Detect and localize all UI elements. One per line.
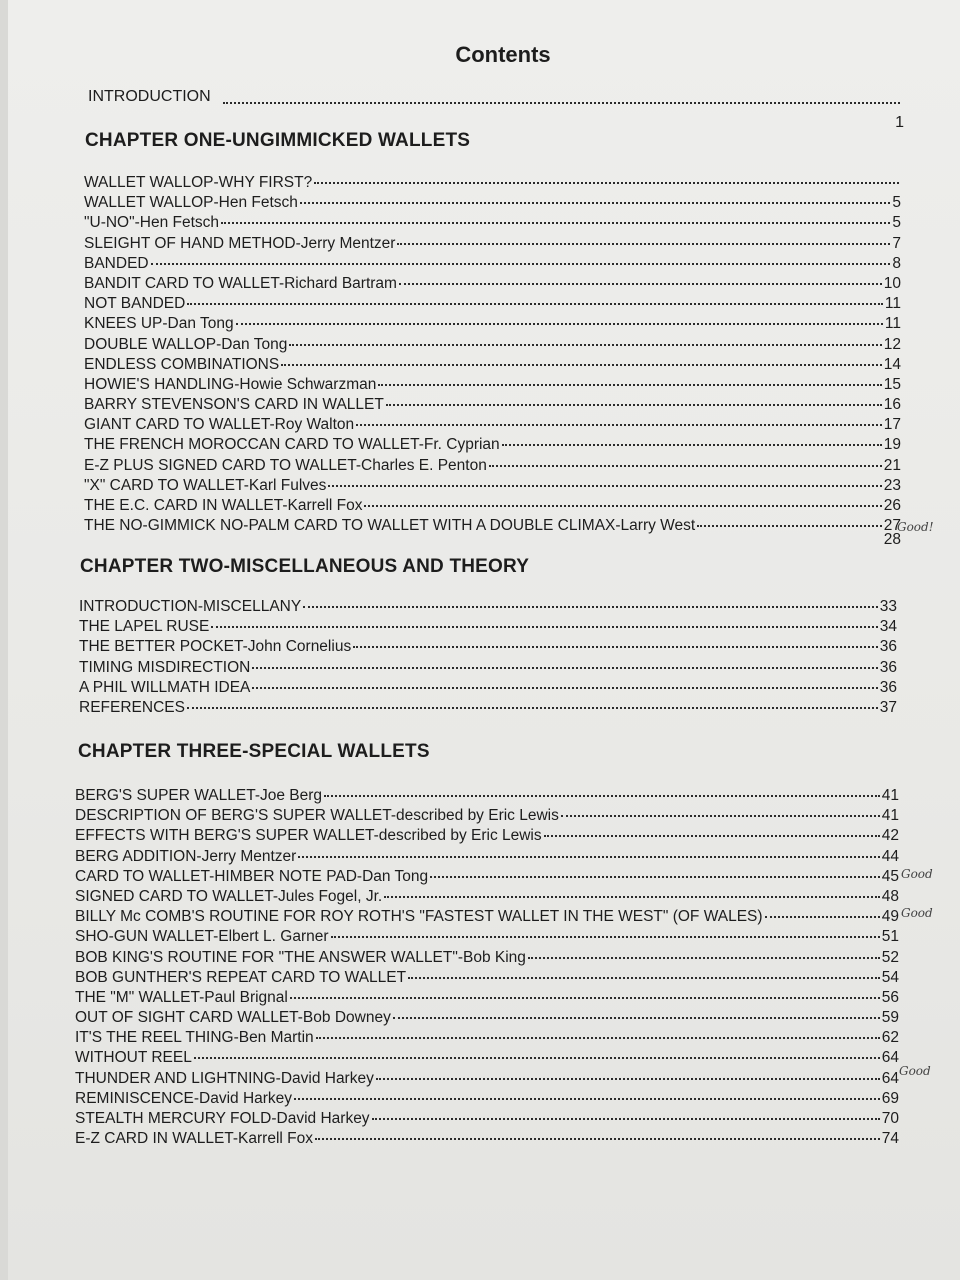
toc-row [79, 679, 897, 699]
entry-title: BILLY Mc COMB'S ROUTINE FOR ROY ROTH'S "FASTEST WALLET IN THE WEST" (OF WALES) [75, 908, 763, 926]
entry-title: INTRODUCTION-MISCELLANY [79, 598, 302, 615]
dot-leader [289, 344, 881, 346]
entry-title: "X" CARD TO WALLET-Karl Fulves [84, 476, 327, 494]
entry-page: 44 [881, 847, 899, 865]
entry-page: 5 [892, 214, 901, 232]
toc-row [75, 848, 899, 868]
entry-title: WALLET WALLOP-WHY FIRST? [84, 174, 313, 191]
toc-row [84, 174, 901, 194]
toc-row [75, 928, 899, 948]
entry-page: 64 [881, 1069, 899, 1087]
dot-leader [376, 1078, 880, 1080]
entry-page: 17 [883, 416, 901, 434]
toc-row [75, 787, 899, 807]
entry-page: 59 [881, 1009, 899, 1027]
dot-leader [765, 916, 880, 918]
toc-row [75, 868, 899, 888]
entry-page: 12 [883, 335, 901, 353]
dot-leader [281, 364, 882, 366]
entry-page: 7 [892, 234, 901, 252]
entry-title: THE "M" WALLET-Paul Brignal [75, 988, 288, 1006]
entry-title: DOUBLE WALLOP-Dan Tong [84, 335, 288, 353]
dot-leader [221, 222, 890, 224]
entry-page: 10 [883, 274, 901, 292]
toc-row [79, 638, 897, 658]
entry-page: 8 [892, 254, 901, 272]
entry-page: 5 [892, 194, 901, 212]
toc-row [84, 315, 901, 335]
entry-title: OUT OF SIGHT CARD WALLET-Bob Downey [75, 1009, 391, 1027]
chapter-three-heading: CHAPTER THREE-SPECIAL WALLETS [78, 741, 430, 762]
dot-leader [393, 1017, 880, 1019]
toc-row [75, 949, 899, 969]
toc-row [75, 1110, 899, 1130]
dot-leader [372, 1118, 880, 1120]
entry-page: 28 [883, 531, 901, 549]
dot-leader [290, 997, 880, 999]
entry-page: 42 [881, 827, 899, 845]
dot-leader [316, 1037, 880, 1039]
entry-title: THE FRENCH MOROCCAN CARD TO WALLET-Fr. Cyprian [84, 436, 500, 454]
entry-title: HOWIE'S HANDLING-Howie Schwarzman [84, 375, 377, 393]
entry-page: 62 [881, 1029, 899, 1047]
toc-row [84, 336, 901, 356]
entry-title: CARD TO WALLET-HIMBER NOTE PAD-Dan Tong [75, 867, 429, 885]
dot-leader [353, 646, 878, 648]
dot-leader [294, 1098, 880, 1100]
entry-page: 26 [883, 497, 901, 514]
toc-row [84, 255, 901, 275]
dot-leader [378, 384, 881, 386]
dot-leader [502, 444, 882, 446]
entry-title: SIGNED CARD TO WALLET-Jules Fogel, Jr. [75, 887, 383, 905]
dot-leader [356, 424, 882, 426]
dot-leader [300, 202, 890, 204]
chapter-two-heading: CHAPTER TWO-MISCELLANEOUS AND THEORY [80, 556, 530, 577]
toc-row [75, 969, 899, 989]
toc-row [84, 275, 901, 295]
entry-title: NOT BANDED [84, 295, 186, 313]
entry-title: THE LAPEL RUSE [79, 618, 210, 636]
dot-leader [303, 606, 878, 608]
toc-row [79, 659, 897, 679]
entry-page: 23 [883, 476, 901, 494]
dot-leader [252, 667, 877, 669]
toc-row [84, 295, 901, 315]
entry-page: 56 [881, 988, 899, 1006]
entry-title: "U-NO"-Hen Fetsch [84, 214, 220, 232]
toc-row [75, 1049, 899, 1069]
entry-page: 69 [881, 1089, 899, 1107]
toc-row [79, 598, 897, 618]
toc-row [84, 517, 901, 537]
dot-leader [187, 303, 883, 305]
toc-row [84, 477, 901, 497]
chapter-one-heading: CHAPTER ONE-UNGIMMICKED WALLETS [85, 130, 471, 151]
entry-title: BERG'S SUPER WALLET-Joe Berg [75, 787, 323, 804]
entry-title: E-Z CARD IN WALLET-Karrell Fox [75, 1130, 313, 1148]
dot-leader [528, 957, 880, 959]
entry-title: THE BETTER POCKET-John Cornelius [79, 638, 352, 656]
entry-title: BERG ADDITION-Jerry Mentzer [75, 847, 297, 865]
dot-leader [364, 505, 881, 507]
toc-row [84, 194, 901, 214]
toc-row [84, 396, 901, 416]
toc-row [75, 827, 899, 847]
entry-page: 41 [881, 787, 899, 804]
entry-page: 54 [881, 968, 899, 986]
entry-page: 64 [881, 1049, 899, 1067]
entry-page: 19 [883, 436, 901, 454]
dot-leader [314, 182, 899, 184]
dot-leader [386, 404, 882, 406]
dot-leader [211, 626, 877, 628]
toc-row [84, 376, 901, 396]
dot-leader [489, 465, 882, 467]
entry-page: 70 [881, 1110, 899, 1127]
toc-row [75, 1070, 899, 1090]
chapter-three-entries [75, 787, 899, 1150]
dot-leader [408, 977, 880, 979]
dot-leader [544, 835, 880, 837]
toc-row [75, 1029, 899, 1049]
entry-page: 37 [879, 698, 897, 716]
entry-page: 51 [881, 928, 899, 946]
entry-title: IT'S THE REEL THING-Ben Martin [75, 1029, 314, 1047]
toc-row [84, 416, 901, 436]
introduction-entry [88, 88, 904, 131]
entry-page: 45 [881, 867, 899, 885]
toc-row [75, 1090, 899, 1110]
handwritten-note: Good [899, 1064, 931, 1078]
entry-title: E-Z PLUS SIGNED CARD TO WALLET-Charles E. Penton [84, 456, 487, 474]
entry-title: REFERENCES [79, 698, 185, 716]
handwritten-note: Good! [897, 520, 934, 534]
toc-row [75, 807, 899, 827]
entry-page: 27 [883, 517, 901, 535]
dot-leader [430, 876, 880, 878]
toc-row [75, 908, 899, 928]
toc-row [75, 1130, 899, 1150]
entry-title: GIANT CARD TO WALLET-Roy Walton [84, 416, 355, 434]
entry-title: BARRY STEVENSON'S CARD IN WALLET [84, 396, 384, 414]
entry-page: 36 [879, 658, 897, 676]
chapter-one-entries [84, 174, 901, 549]
entry-page: 1 [895, 114, 904, 131]
dot-leader [384, 896, 880, 898]
dot-leader [315, 1138, 880, 1140]
entry-title: EFFECTS WITH BERG'S SUPER WALLET-described by Eric Lewis [75, 827, 542, 845]
toc-row [84, 436, 901, 456]
entry-page: 36 [879, 638, 897, 656]
dot-leader [236, 323, 883, 325]
entry-title: KNEES UP-Dan Tong [84, 315, 234, 333]
entry-page: 14 [883, 355, 901, 373]
entry-title: BOB GUNTHER'S REPEAT CARD TO WALLET [75, 968, 407, 986]
dot-leader [399, 283, 882, 285]
entry-page: 15 [883, 375, 901, 393]
entry-page: 11 [884, 295, 901, 313]
dot-leader [194, 1057, 880, 1059]
entry-page: 36 [879, 678, 897, 696]
entry-title: REMINISCENCE-David Harkey [75, 1089, 293, 1107]
entry-title: BOB KING'S ROUTINE FOR "THE ANSWER WALLET"-Bob King [75, 948, 526, 966]
entry-page: 48 [881, 887, 899, 905]
entry-title: ENDLESS COMBINATIONS [84, 355, 280, 373]
entry-page: 16 [883, 396, 901, 414]
dot-leader [397, 243, 890, 245]
dot-leader [561, 815, 880, 817]
book-page [8, 0, 960, 1280]
entry-title: THE E.C. CARD IN WALLET-Karrell Fox [84, 497, 363, 514]
handwritten-note: Good [901, 867, 933, 881]
dot-leader [223, 102, 900, 104]
entry-title: DESCRIPTION OF BERG'S SUPER WALLET-described by Eric Lewis [75, 807, 559, 825]
entry-page: 49 [881, 908, 899, 926]
entry-page: 33 [879, 598, 897, 615]
toc-row [79, 699, 897, 719]
toc-row [84, 457, 901, 477]
page-title: Contents [455, 42, 551, 67]
entry-title: BANDIT CARD TO WALLET-Richard Bartram [84, 274, 397, 292]
entry-title: THUNDER AND LIGHTNING-David Harkey [75, 1069, 374, 1087]
toc-row [84, 356, 901, 376]
entry-page: 41 [881, 807, 899, 825]
toc-row [75, 1009, 899, 1029]
entry-page: 52 [881, 948, 899, 966]
entry-title: THE NO-GIMMICK NO-PALM CARD TO WALLET WITH A DOUBLE CLIMAX-Larry West [84, 517, 696, 535]
entry-page: 11 [884, 315, 901, 333]
handwritten-note: Good [901, 906, 933, 920]
toc-row [84, 214, 901, 234]
entry-page: 74 [881, 1130, 899, 1148]
entry-title: INTRODUCTION [88, 88, 211, 105]
dot-leader [697, 525, 882, 527]
entry-title: WITHOUT REEL [75, 1049, 192, 1067]
chapter-two-entries [79, 598, 897, 719]
toc-row [75, 888, 899, 908]
toc-row [84, 497, 901, 517]
toc-row [79, 618, 897, 638]
dot-leader [298, 856, 879, 858]
entry-title: WALLET WALLOP-Hen Fetsch [84, 194, 298, 212]
entry-page: 34 [879, 618, 897, 636]
entry-title: BANDED [84, 254, 149, 272]
dot-leader [151, 263, 891, 265]
dot-leader [324, 795, 880, 797]
dot-leader [187, 707, 878, 709]
entry-page: 21 [883, 456, 901, 474]
toc-row [84, 531, 901, 549]
dot-leader [328, 485, 881, 487]
toc-row [75, 989, 899, 1009]
entry-title: STEALTH MERCURY FOLD-David Harkey [75, 1110, 370, 1127]
dot-leader [331, 936, 880, 938]
dot-leader [252, 687, 877, 689]
entry-title: SLEIGHT OF HAND METHOD-Jerry Mentzer [84, 234, 396, 252]
entry-title: A PHIL WILLMATH IDEA [79, 678, 251, 696]
entry-title: SHO-GUN WALLET-Elbert L. Garner [75, 928, 329, 946]
toc-row [84, 235, 901, 255]
entry-title: TIMING MISDIRECTION [79, 658, 251, 676]
